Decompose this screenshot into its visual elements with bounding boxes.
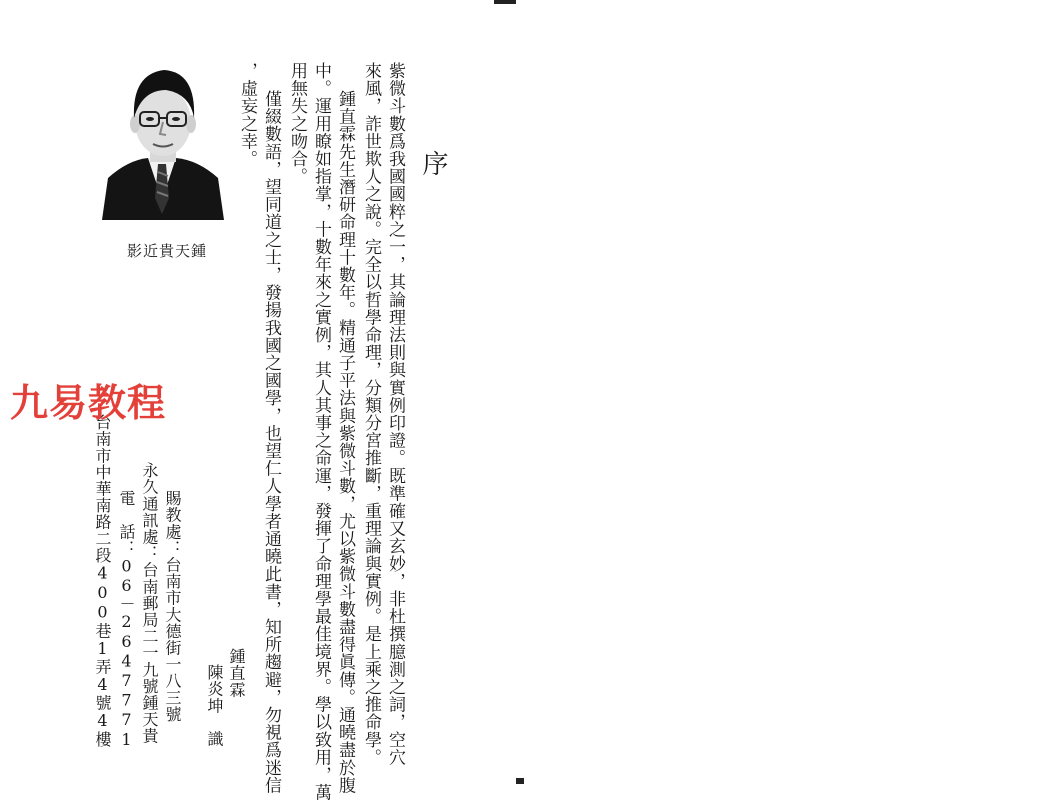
preface-p2-line1: 鍾直霖先生潛研命理十數年。精通子平法與紫微斗數，尤以紫微斗數盡得眞傳。通曉盡於腹	[335, 90, 355, 794]
preface-p2-line2: 中。運用瞭如指掌，十數年來之實例，其人其事之命運，發揮了命理學最佳境界。學以致用，萬	[311, 62, 331, 801]
signature-writer: 陳炎坤 識	[205, 664, 224, 747]
watermark-logo: 九易教程	[10, 381, 167, 425]
contact-correspondence: 賜教處：台南市大德街一八三號	[163, 490, 182, 723]
signature-author: 鍾直霖	[227, 648, 246, 698]
preface-p3-line2: ，虛妄之幸。	[237, 62, 257, 168]
bottom-edge-mark	[516, 778, 524, 784]
contact-phone: 電 話：06－2647771	[117, 490, 136, 750]
portrait-photo	[98, 60, 226, 220]
preface-p1-line2: 來風，詐世欺人之說。完全以哲學命理，分類分宮推斷，重理論與實例。是上乘之推命學。	[361, 62, 381, 766]
preface-p1-line1: 紫微斗數爲我國國粹之一，其論理法則與實例印證。既準確又玄妙，非杜撰臆測之詞，空穴	[385, 62, 405, 766]
top-edge-mark	[494, 0, 516, 4]
preface-p3-line1: 僅綴數語，望同道之士，發揚我國之國學，也望仁人學者通曉此書，知所趨避，勿視爲迷信	[261, 90, 281, 794]
contact-permanent: 永久通訊處：台南郵局二一九號鍾天貴	[140, 462, 159, 745]
portrait-caption: 影近貴天鍾	[127, 242, 208, 260]
contact-address: 台南市中華南路二段400巷1弄4號4樓	[93, 414, 112, 748]
page-title: 序	[418, 150, 448, 177]
preface-p2-line3: 用無失之吻合。	[287, 62, 307, 186]
